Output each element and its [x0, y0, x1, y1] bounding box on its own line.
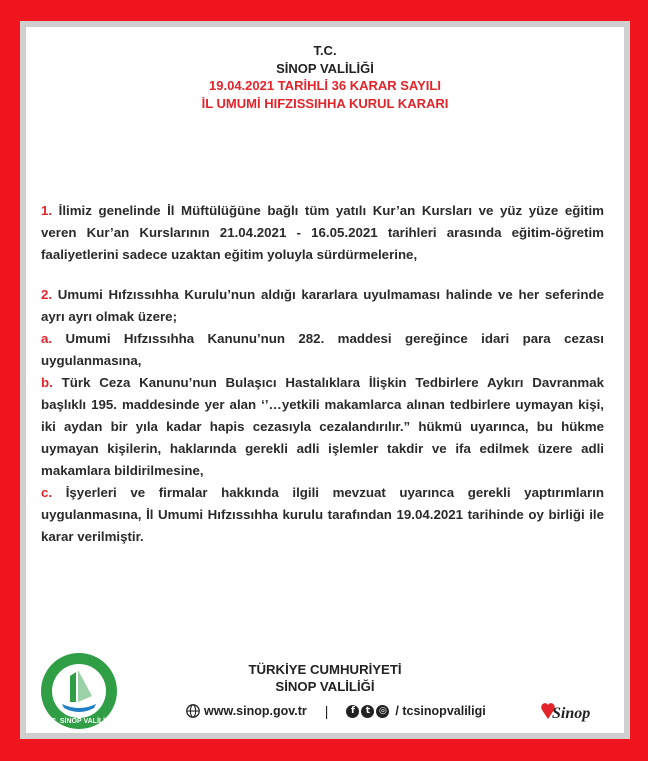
- item-b: [41, 372, 604, 482]
- item-a-letter: a.: [41, 331, 53, 346]
- footer-title-line-2: SİNOP VALİLİĞİ: [275, 679, 375, 694]
- item-b-text: Türk Ceza Kanunu’nun Bulaşıcı Hastalıklara İlişkin Tedbirlere Aykırı Davranmak başlıklı 195. maddesinde yer alan ‘’…yetkili makamlarca alınan tedbirlere uymayan kişi, iki aydan bir yıla kadar hapis cezasıyla cezalandırılır.” hükmü uyarınca, bu hükme uymayan kişilerin, haklarında gerekli adli işlemler takdir ve ifa edilmek üzere adli makamlara bildirilmesine,: [41, 375, 604, 478]
- item-1-number: 1.: [41, 203, 53, 218]
- header-line-4: İL UMUMİ HIFZISSIHHA KURUL KARARI: [201, 95, 449, 111]
- item-c-letter: c.: [41, 485, 53, 500]
- item-c: [41, 482, 604, 548]
- header-line-2: SİNOP VALİLİĞİ: [276, 60, 374, 76]
- footer-title: [26, 661, 624, 695]
- item-1: [41, 200, 604, 266]
- item-c-text: İşyerleri ve firmalar hakkında ilgili mevzuat uyarınca gerekli yaptırımların uygulanmasına, İl Umumi Hıfzıssıhha kurulu tarafından 19.04.2021 tarihinde oy birliği ile karar verilmiştir.: [41, 485, 604, 544]
- logo-text: T.C. SİNOP VALİLİĞİ: [45, 718, 113, 725]
- item-b-letter: b.: [41, 375, 53, 390]
- social-handle[interactable]: / tcsinopvaliligi: [395, 704, 486, 718]
- item-a-text: Umumi Hıfzıssıhha Kanunu’nun 282. maddesi gereğince idari para cezası uygulanmasına,: [41, 331, 604, 368]
- globe-icon: [186, 704, 200, 718]
- footer-title-line-1: TÜRKİYE CUMHURİYETİ: [248, 662, 402, 677]
- sinop-brand-logo: [538, 692, 598, 732]
- twitter-icon[interactable]: t: [361, 705, 374, 718]
- document-header: [26, 42, 624, 112]
- document-body: [41, 200, 604, 548]
- footer-separator: |: [324, 703, 329, 719]
- document-page: [26, 27, 624, 733]
- item-1-text: İlimiz genelinde İl Müftülüğüne bağlı tüm yatılı Kur’an Kursları ve yüz yüze eğitim veren Kur’an Kurslarının 21.04.2021 - 16.05.2021 tarihleri arasında eğitim-öğretim faaliyetlerini sadece uzaktan eğitim yoluyla sürdürmelerine,: [41, 203, 604, 262]
- item-2-text: Umumi Hıfzıssıhha Kurulu’nun aldığı kararlara uyulmaması halinde ve her seferinde ayrı ayrı olmak üzere;: [41, 287, 604, 324]
- facebook-icon[interactable]: f: [346, 705, 359, 718]
- footer-links: [186, 703, 486, 719]
- item-2: [41, 284, 604, 328]
- brand-text: Sinop: [552, 705, 591, 722]
- instagram-icon[interactable]: ◎: [376, 705, 389, 718]
- website-link[interactable]: www.sinop.gov.tr: [204, 704, 307, 718]
- item-2-number: 2.: [41, 287, 53, 302]
- item-a: [41, 328, 604, 372]
- header-line-3: 19.04.2021 TARİHLİ 36 KARAR SAYILI: [209, 78, 441, 93]
- header-line-1: T.C.: [313, 43, 337, 58]
